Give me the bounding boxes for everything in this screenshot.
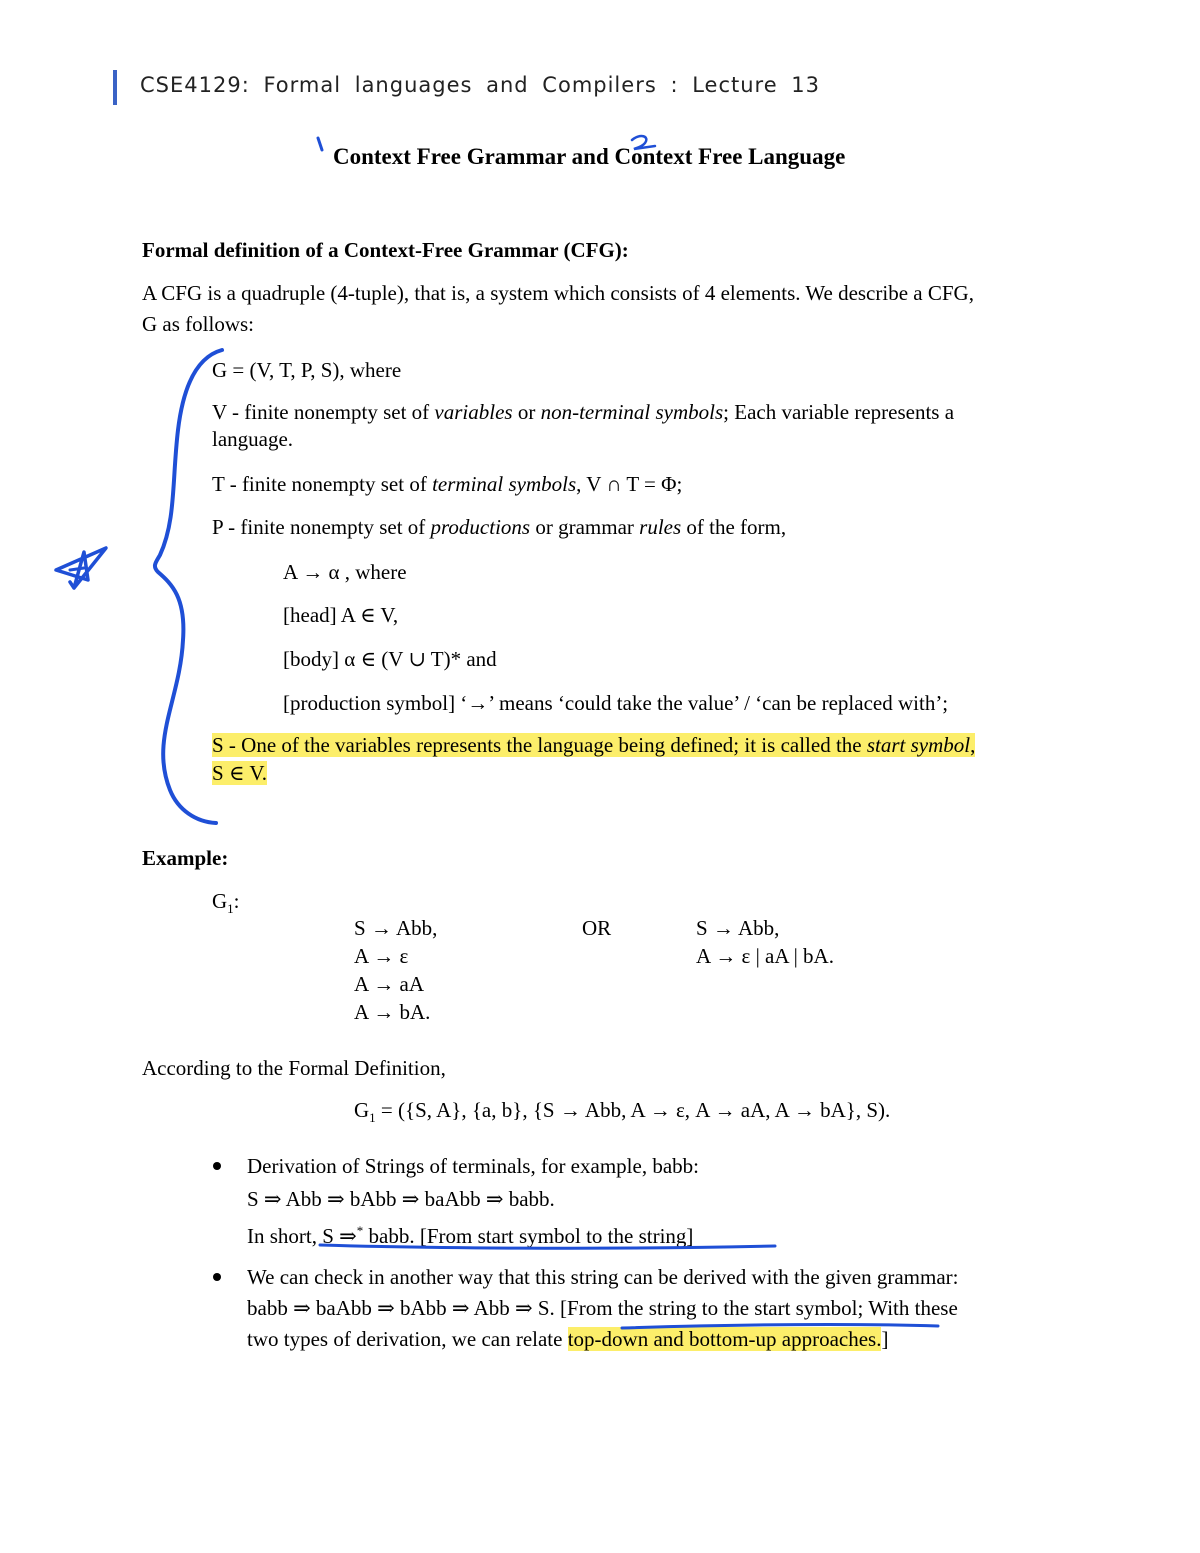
example-heading: Example: bbox=[142, 846, 229, 870]
page-title: Context Free Grammar and Context Free Language bbox=[333, 144, 846, 169]
rule-form: A → α , where bbox=[283, 560, 407, 584]
formal-grammar-line: $G_1 = (\{S$, A}, {a, b}, {S → Abb, A → ε, A → aA, A → bA}, S). bbox=[354, 1098, 891, 1126]
s-definition-line2: S ∈ V. bbox=[212, 761, 268, 785]
bullet2-line1: We can check in another way that this string can be derived with the given grammar: bbox=[247, 1265, 959, 1289]
tuple-line: G = (V, T, P, S), where bbox=[212, 358, 402, 382]
intro-line-2: G as follows: bbox=[142, 312, 254, 336]
s-definition: S - One of the variables represents the language being defined; it is called the start symbol, bbox=[212, 733, 976, 757]
according-line: According to the Formal Definition, bbox=[142, 1056, 446, 1080]
definition-heading: Formal definition of a Context-Free Grammar (CFG): bbox=[142, 238, 629, 262]
head-line: [head] A ∈ V, bbox=[283, 603, 399, 627]
or-label: OR bbox=[582, 916, 612, 940]
rule-left-4: A → bA. bbox=[354, 1000, 431, 1024]
bullet1-line2: S ⇒ Abb ⇒ bAbb ⇒ baAbb ⇒ babb. bbox=[247, 1187, 555, 1211]
v-definition: V - finite nonempty set of variables or non-terminal symbols; Each variable represents a bbox=[212, 400, 955, 424]
body-line: [body] α ∈ (V ∪ T)* and bbox=[283, 647, 497, 671]
rule-right-2: A → ε | aA | bA. bbox=[696, 944, 834, 968]
rule-left-2: A → ε bbox=[354, 944, 409, 968]
rule-left-3: A → aA bbox=[354, 972, 424, 996]
rule-right-1: S → Abb, bbox=[696, 916, 780, 940]
bullet-dot bbox=[213, 1162, 221, 1170]
production-symbol-line: [production symbol] ‘→’ means ‘could take the value’ / ‘can be replaced with’; bbox=[283, 691, 949, 715]
bullet-dot bbox=[213, 1273, 221, 1281]
header-bar bbox=[113, 70, 117, 105]
bullet1-line3: In short, S ⇒* babb. [From start symbol to the string] bbox=[247, 1223, 694, 1248]
rule-left-1: S → Abb, bbox=[354, 916, 438, 940]
bullet2-line3: two types of derivation, we can relate top-down and bottom-up approaches.] bbox=[247, 1327, 889, 1351]
ink-mark-1 bbox=[318, 138, 322, 150]
grammar-name: $G_1$: bbox=[212, 889, 240, 917]
star-center-mark bbox=[70, 568, 84, 570]
course-header: CSE4129: Formal languages and Compilers : Lecture 13 bbox=[140, 73, 821, 97]
star-mark bbox=[56, 548, 106, 588]
p-definition: P - finite nonempty set of productions or grammar rules of the form, bbox=[212, 515, 787, 539]
bullet1-line1: Derivation of Strings of terminals, for example, babb: bbox=[247, 1154, 699, 1178]
v-definition-line2: language. bbox=[212, 427, 294, 451]
intro-line-1: A CFG is a quadruple (4-tuple), that is, a system which consists of 4 elements. We describe a CFG, bbox=[142, 281, 974, 305]
bullet2-line2: babb ⇒ baAbb ⇒ bAbb ⇒ Abb ⇒ S. [From the string to the start symbol; With these bbox=[247, 1296, 958, 1320]
t-definition: T - finite nonempty set of terminal symbols, V ∩ T = Φ; bbox=[212, 472, 683, 496]
